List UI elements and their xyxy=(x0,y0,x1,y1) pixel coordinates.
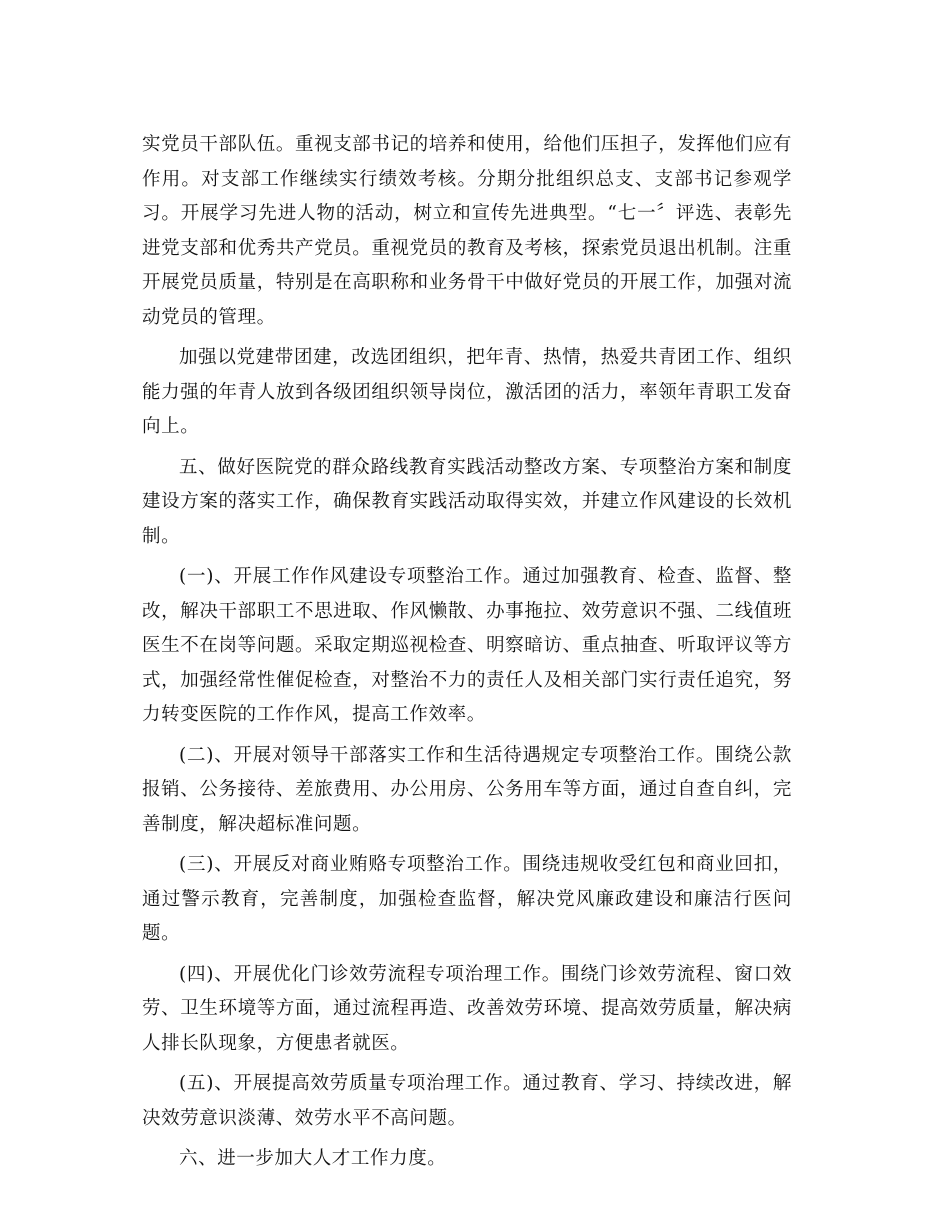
paragraph-section-five: 五、做好医院党的群众路线教育实践活动整改方案、专项整治方案和制度建设方案的落实工作，确保教育实践活动取得实效，并建立作风建设的长效机制。 xyxy=(142,456,792,547)
paragraph-item-four: (四)、开展优化门诊效劳流程专项治理工作。围绕门诊效劳流程、窗口效劳、卫生环境等方面，通过流程再造、改善效劳环境、提高效劳质量，解决病人排长队现象，方便患者就医。 xyxy=(142,963,792,1054)
paragraph-item-two: (二)、开展对领导干部落实工作和生活待遇规定专项整治工作。围绕公款报销、公务接待、差旅费用、办公用房、公务用车等方面，通过自查自纠，完善制度，解决超标准问题。 xyxy=(142,744,792,835)
paragraph-item-one: (一)、开展工作作风建设专项整治工作。通过加强教育、检查、监督、整改，解决干部职工不思进取、作风懒散、办事拖拉、效劳意识不强、二线值班医生不在岗等问题。采取定期巡视检查、明察暗访、重点抽查、听取评议等方式，加强经常性催促检查，对整治不力的责任人及相关部门实行责任追究，努力转变医院的工作作风，提高工作效率。 xyxy=(142,566,792,725)
document-body xyxy=(142,128,792,1183)
paragraph-item-three: (三)、开展反对商业贿赂专项整治工作。围绕违规收受红包和商业回扣，通过警示教育，完善制度，加强检查监督，解决党风廉政建设和廉洁行医问题。 xyxy=(142,854,792,944)
paragraph-item-five: (五)、开展提高效劳质量专项治理工作。通过教育、学习、持续改进，解决效劳意识淡薄、效劳水平不高问题。 xyxy=(142,1073,792,1129)
paragraph-youth-league: 加强以党建带团建，改选团组织，把年青、热情，热爱共青团工作、组织能力强的年青人放到各级团组织领导岗位，激活团的活力，率领年青职工发奋向上。 xyxy=(142,347,792,437)
paragraph-continuation: 实党员干部队伍。重视支部书记的培养和使用，给他们压担子，发挥他们应有作用。对支部工作继续实行绩效考核。分期分批组织总支、支部书记参观学习。开展学习先进人物的活动，树立和宣传先进典型。“七一〞评选、表彰先进党支部和优秀共产党员。重视党员的教育及考核，探索党员退出机制。注重开展党员质量，特别是在高职称和业务骨干中做好党员的开展工作，加强对流动党员的管理。 xyxy=(142,134,792,328)
paragraph-section-six: 六、进一步加大人才工作力度。 xyxy=(179,1148,447,1169)
